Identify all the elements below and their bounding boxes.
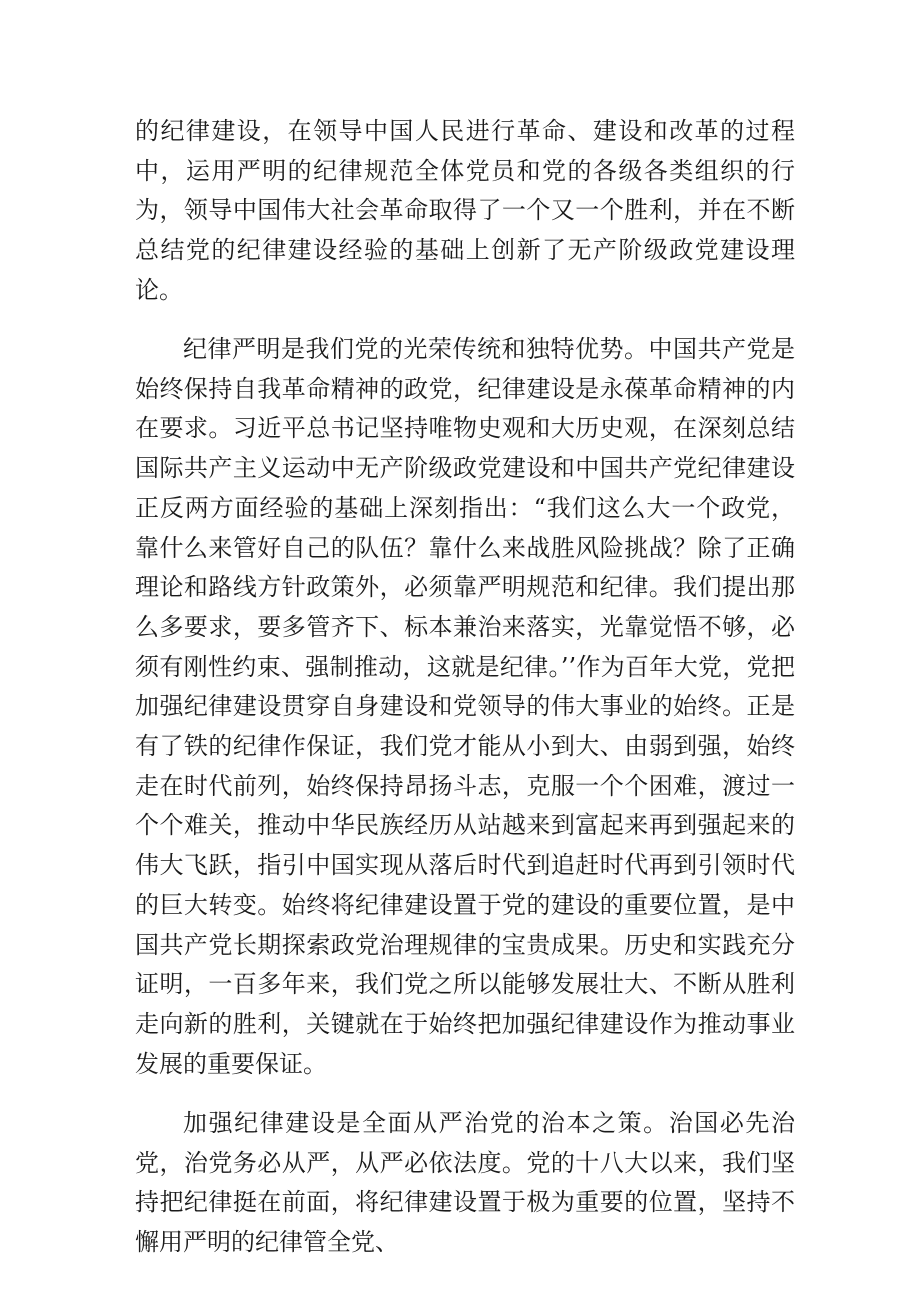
document-page [135, 112, 795, 1282]
paragraph-3: 加强纪律建设是全面从严治党的治本之策。治国必先治党，治党务必从严，从严必依法度。党的十八大以来，我们坚持把纪律挺在前面，将纪律建设置于极为重要的位置，坚持不懈用严明的纪律管全党、 [135, 1108, 795, 1256]
paragraph-2: 纪律严明是我们党的光荣传统和独特优势。中国共产党是始终保持自我革命精神的政党，纪律建设是永葆革命精神的内在要求。习近平总书记坚持唯物史观和大历史观，在深刻总结国际共产主义运动中无产阶级政党建设和中国共产党纪律建设正反两方面经验的基础上深刻指出：“我们这么大一个政党，靠什么来管好自己的队伍？靠什么来战胜风险挑战？除了正确理论和路线方针政策外，必须靠严明规范和纪律。我们提出那么多要求，要多管齐下、标本兼治来落实，光靠觉悟不够，必须有刚性约束、强制推动，这就是纪律。’’作为百年大党，党把加强纪律建设贯穿自身建设和党领导的伟大事业的始终。正是有了铁的纪律作保证，我们党才能从小到大、由弱到强，始终走在时代前列，始终保持昂扬斗志，克服一个个困难，渡过一个个难关，推动中华民族经历从站越来到富起来再到强起来的伟大飞跃，指引中国实现从落后时代到追赶时代再到引领时代的巨大转变。始终将纪律建设置于党的建设的重要位置，是中国共产党长期探索政党治理规律的宝贵成果。历史和实践充分证明，一百多年来，我们党之所以能够发展壮大、不断从胜利走向新的胜利，关键就在于始终把加强纪律建设作为推动事业发展的重要保证。 [135, 335, 795, 1078]
paragraph-1: 的纪律建设，在领导中国人民进行革命、建设和改革的过程中，运用严明的纪律规范全体党员和党的各级各类组织的行为，领导中国伟大社会革命取得了一个又一个胜利，并在不断总结党的纪律建设经验的基础上创新了无产阶级政党建设理论。 [135, 117, 795, 304]
